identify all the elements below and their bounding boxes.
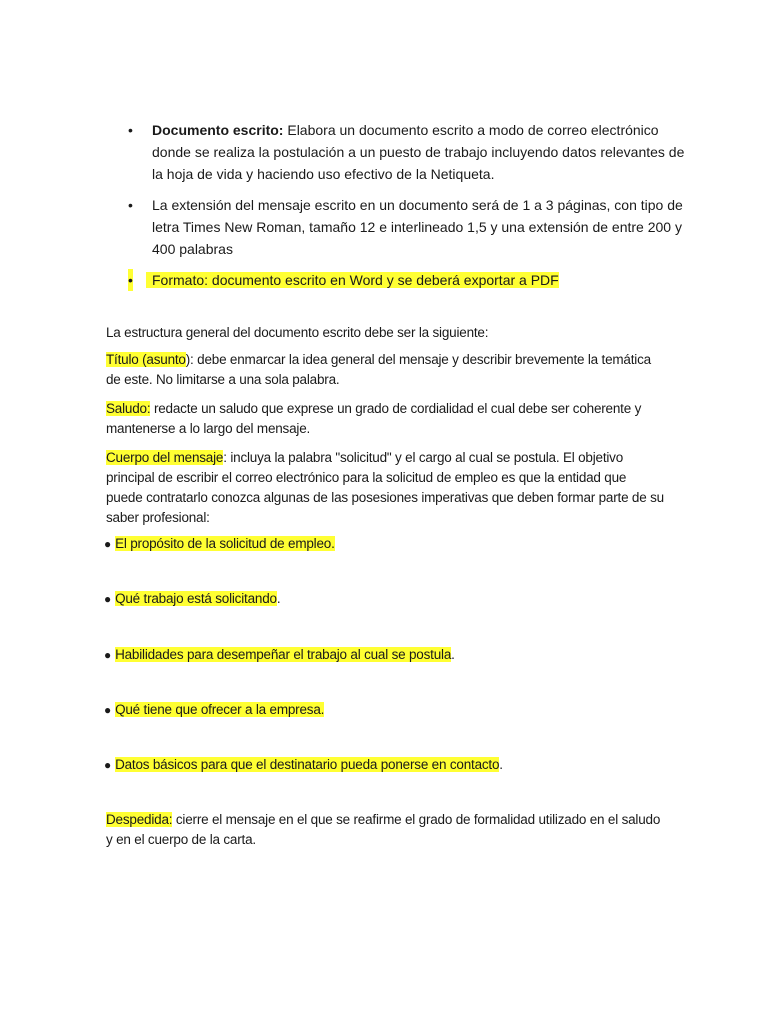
list-item <box>128 119 688 185</box>
list-item <box>128 269 688 291</box>
list-item <box>104 755 503 775</box>
titulo-paragraph <box>106 350 666 390</box>
point-after: . <box>451 647 455 662</box>
saludo-paragraph <box>106 399 666 439</box>
item-text: Formato: documento escrito en Word y se deberá exportar a PDF <box>146 272 559 288</box>
bullet-icon: ● <box>104 648 112 662</box>
section-text: ): debe enmarcar la idea general del mensaje y describir brevemente la temática de este. No limitarse a una sola palabra. <box>106 352 651 387</box>
intro-paragraph: La estructura general del documento escrito debe ser la siguiente: <box>106 325 489 340</box>
section-label: Despedida: <box>106 812 173 827</box>
bullet-icon: • <box>128 122 133 138</box>
point-text: Qué trabajo está solicitando <box>115 591 277 606</box>
bullet-icon: ● <box>104 758 112 772</box>
section-label: Cuerpo del mensaje <box>106 450 224 465</box>
list-item <box>104 534 335 554</box>
cuerpo-paragraph <box>106 448 666 528</box>
section-text: cierre el mensaje en el que se reafirme el grado de formalidad utilizado en el saludo y en el cuerpo de la carta. <box>106 812 661 847</box>
section-text: redacte un saludo que exprese un grado de cordialidad el cual debe ser coherente y mantenerse a lo largo del mensaje. <box>106 401 642 436</box>
list-item <box>128 194 688 260</box>
list-item <box>104 645 455 665</box>
section-label: Título (asunto <box>106 352 186 367</box>
bullet-icon: ● <box>104 537 112 551</box>
point-after: . <box>499 757 503 772</box>
list-item <box>104 700 324 720</box>
bullet-icon: • <box>128 269 133 291</box>
point-text: El propósito de la solicitud de empleo. <box>115 536 335 551</box>
point-text: Habilidades para desempeñar el trabajo al cual se postula <box>115 647 452 662</box>
item-text: Elabora un documento escrito a modo de correo electrónico donde se realiza la postulación a un puesto de trabajo incluyendo datos relevantes de la hoja de vida y haciendo uso efectivo de la Netiqueta. <box>152 122 685 182</box>
item-text: La extensión del mensaje escrito en un documento será de 1 a 3 páginas, con tipo de letra Times New Roman, tamaño 12 e interlineado 1,5 y una extensión de entre 200 y 400 palabras <box>152 197 683 257</box>
bullet-icon: • <box>128 197 133 213</box>
section-label: Saludo: <box>106 401 151 416</box>
point-text: Datos básicos para que el destinatario pueda ponerse en contacto <box>115 757 500 772</box>
point-text: Qué tiene que ofrecer a la empresa. <box>115 702 325 717</box>
instructions-list <box>128 119 688 300</box>
list-item <box>104 589 280 609</box>
point-after: . <box>276 591 281 606</box>
bullet-icon: ● <box>104 703 112 717</box>
despedida-paragraph <box>106 810 666 850</box>
section-text: : incluya la palabra "solicitud" y el cargo al cual se postula. El objetivo principal de escribir el correo electrónico para la solicitud de empleo es que la entidad que puede contratarlo conozca algunas de las posesiones imperativas que deben formar parte de su saber profesional: <box>106 450 664 525</box>
bullet-icon: ● <box>104 592 112 606</box>
item-label: Documento escrito: <box>152 122 284 138</box>
